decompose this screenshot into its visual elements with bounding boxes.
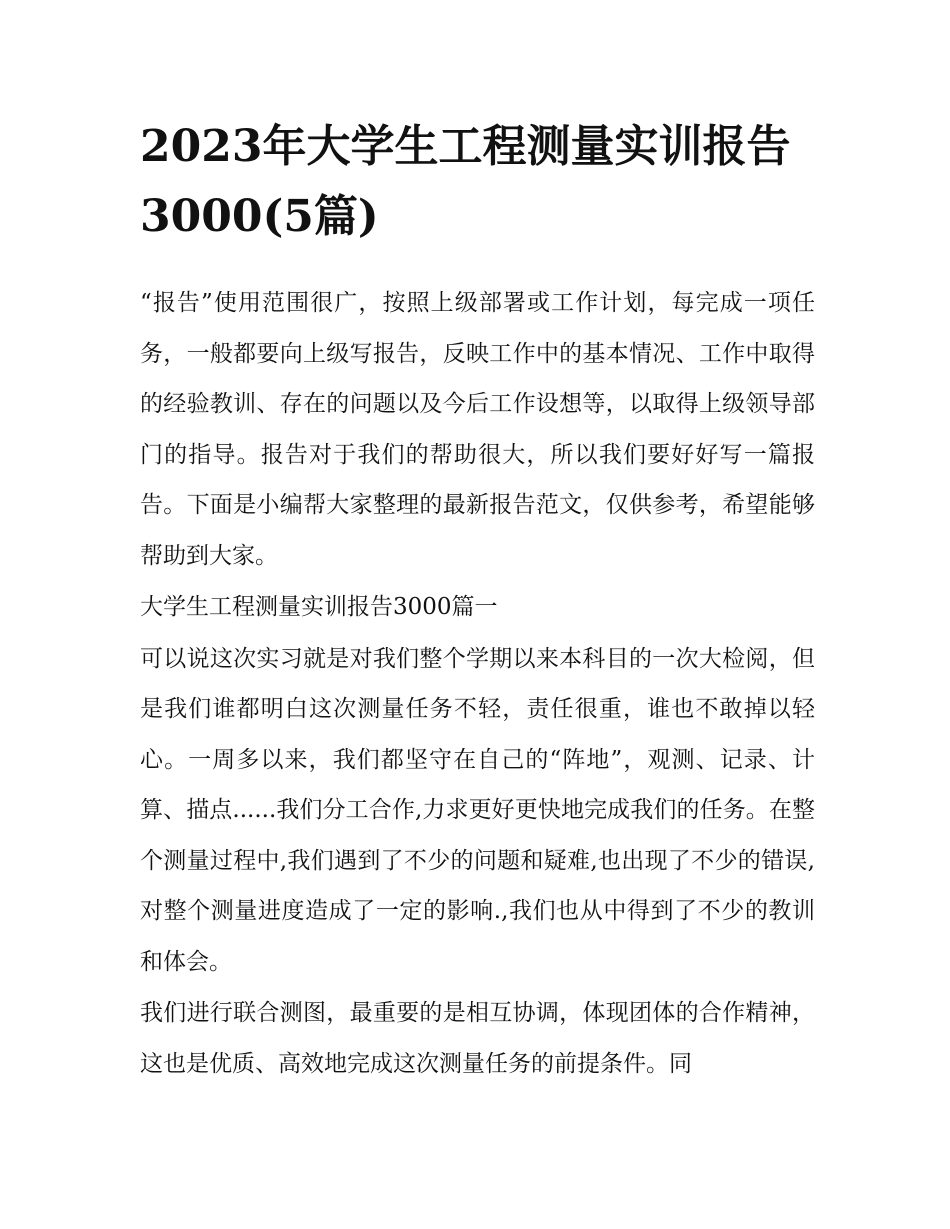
- document-title: 2023年大学生工程测量实训报告3000(5篇): [140, 121, 791, 242]
- section-heading: 大学生工程测量实训报告3000篇一: [140, 594, 498, 620]
- document-page: [140, 112, 815, 1090]
- body-paragraph-1: 可以说这次实习就是对我们整个学期以来本科目的一次大检阅，但是我们谁都明白这次测量任务不轻，责任很重，谁也不敢掉以轻心。一周多以来，我们都坚守在自己的“阵地”，观测、记录、计算、描点......我们分工合作,力求更好更快地完成我们的任务。在整个测量过程中,我们遇到了不少的问题和疑难,也出现了不少的错误,对整个测量进度造成了一定的影响.,我们也从中得到了不少的教训和体会。: [140, 645, 815, 975]
- body-paragraph-2: 我们进行联合测图，最重要的是相互协调，体现团体的合作精神，这也是优质、高效地完成这次测量任务的前提条件。同: [140, 1000, 815, 1077]
- intro-paragraph: “报告”使用范围很广，按照上级部署或工作计划，每完成一项任务，一般都要向上级写报告，反映工作中的基本情况、工作中取得的经验教训、存在的问题以及今后工作设想等，以取得上级领导部门的指导。报告对于我们的帮助很大，所以我们要好好写一篇报告。下面是小编帮大家整理的最新报告范文，仅供参考，希望能够帮助到大家。: [140, 290, 815, 569]
